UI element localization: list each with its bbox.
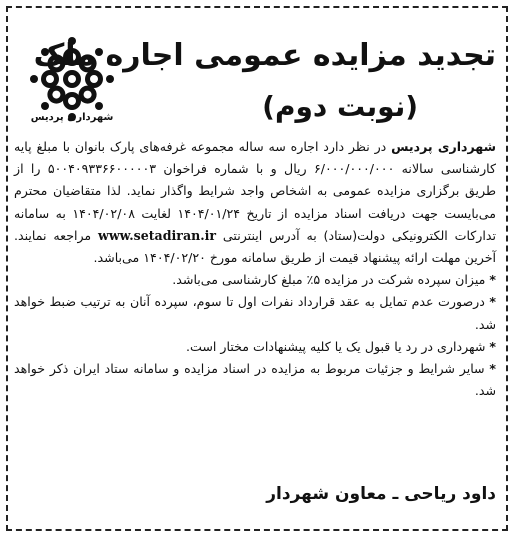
notice-lead: شهرداری پردیس xyxy=(391,139,497,154)
page-title: تجدید مزایده عمومی اجاره ملک xyxy=(33,38,496,73)
notice-paragraph xyxy=(14,136,496,269)
bullet-star: * xyxy=(489,338,496,354)
bullet-text: میزان سپرده شرکت در مزایده ۵٪ مبلغ کارشناسی می‌باشد. xyxy=(172,272,486,288)
bullet-text: شهرداری در رد یا قبول یک یا کلیه پیشنهادات مختار است. xyxy=(186,338,486,354)
list-item xyxy=(14,336,496,358)
bullet-star: * xyxy=(489,272,496,288)
notice-body xyxy=(14,136,496,402)
bullet-text: درصورت عدم تمایل به عقد قرارداد نفرات اول تا سوم، سپرده آنان به ترتیب ضبط خواهد شد. xyxy=(14,294,496,332)
notice-paragraph-text: در نظر دارد اجاره سه ساله مجموعه غرفه‌های پارک بانوان با مبلغ پایه کارشناسی سالانه ۶/۰۰۰/۰۰۰/۰۰۰ ریال و با شماره فراخوان ۵۰۰۴۰۹۳۳۶۶۰۰۰۰۰۳ را از طریق برگزاری مزایده عمومی به اشخاص واجد شرایط واگذار نماید. لذا متقاضیان محترم می‌بایست جهت دریافت اسناد مزایده از تاریخ ۱۴۰۴/۰۱/۲۴ لغایت ۱۴۰۴/۰۲/۰۸ به سامانه تدارکات الکترونیکی دولت(ستاد) به آدرس اینترنتی xyxy=(14,139,497,243)
notice-paragraph-tail: مراجعه نمایند. آخرین مهلت ارائه پیشنهاد قیمت از طریق سامانه مورخ ۱۴۰۴/۰۲/۲۰ می‌باشد. xyxy=(14,227,496,266)
bullet-text: سایر شرایط و جزئیات مربوط به مزایده در اسناد مزایده و سامانه ستاد ایران ذکر خواهد شد. xyxy=(14,361,496,399)
logo-caption: شهرداری پردیس xyxy=(30,112,114,123)
bullet-star: * xyxy=(489,361,496,377)
list-item xyxy=(14,358,496,402)
page-subtitle: (نوبت دوم) xyxy=(262,90,418,123)
bullet-star: * xyxy=(489,294,496,310)
website-link[interactable]: www.setadiran.ir xyxy=(98,227,217,243)
signature: داود ریاحی ـ معاون شهردار xyxy=(266,484,496,504)
list-item xyxy=(14,291,496,335)
list-item xyxy=(14,269,496,291)
